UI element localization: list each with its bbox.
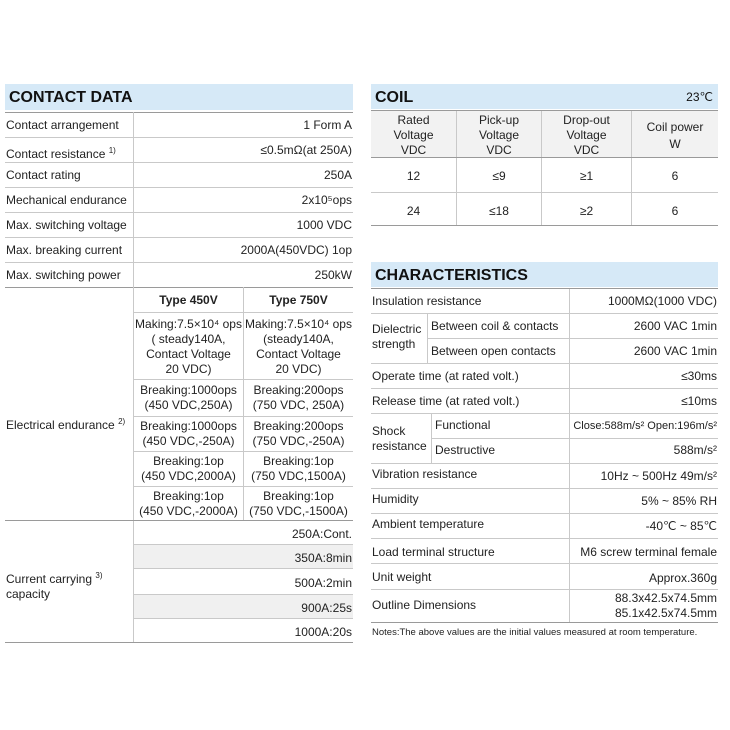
breaking-450v-250a: Breaking:1000ops (450 VDC,250A) bbox=[140, 383, 237, 412]
char-value-humidity: 5% ~ 85% RH bbox=[641, 494, 717, 508]
breaking-450v-2000a: Breaking:1op (450 VDC,2000A) bbox=[141, 454, 236, 483]
char-label-unit-weight: Unit weight bbox=[372, 570, 432, 584]
row-value-max-breaking-current: 2000A(450VDC) 1op bbox=[240, 243, 352, 257]
row-value-contact-arrangement: 1 Form A bbox=[303, 118, 352, 132]
row-label-max-switching-power: Max. switching power bbox=[6, 268, 121, 282]
breaking-450v-neg2000a: Breaking:1op (450 VDC,-2000A) bbox=[139, 489, 238, 518]
breaking-750v-neg1500a: Breaking:1op (750 VDC,-1500A) bbox=[249, 489, 348, 518]
making-450v: Making:7.5×10⁴ ops ( steady140A, Contact Voltage 20 VDC) bbox=[135, 317, 242, 376]
current-value-2: 350A:8min bbox=[294, 551, 352, 565]
col-type-750v: Type 750V bbox=[269, 293, 328, 307]
coil-header bbox=[371, 84, 718, 109]
coil-row2-rated: 24 bbox=[406, 204, 421, 218]
char-value-destructive: 588m/s² bbox=[673, 443, 717, 457]
row-value-mechanical-endurance: 2x10⁵ops bbox=[301, 193, 352, 207]
breaking-750v-250a: Breaking:200ops (750 VDC, 250A) bbox=[252, 383, 345, 412]
coil-header-pickup: Pick-up Voltage VDC bbox=[478, 113, 520, 157]
contact-data-title: CONTACT DATA bbox=[9, 89, 133, 106]
coil-row1-rated: 12 bbox=[406, 169, 421, 183]
char-label-dielectric: Dielectric strength bbox=[372, 322, 422, 351]
coil-title: COIL bbox=[375, 89, 414, 106]
char-label-load-terminal: Load terminal structure bbox=[372, 545, 495, 559]
current-value-1: 250A:Cont. bbox=[291, 527, 352, 541]
char-label-operate: Operate time (at rated volt.) bbox=[372, 369, 519, 383]
coil-header-rated: Rated Voltage VDC bbox=[393, 113, 434, 157]
contact-data-header bbox=[5, 84, 353, 110]
coil-row2-power: 6 bbox=[671, 204, 679, 218]
char-label-humidity: Humidity bbox=[372, 492, 419, 506]
coil-row1-power: 6 bbox=[671, 169, 679, 183]
char-label-vibration: Vibration resistance bbox=[372, 467, 478, 481]
coil-header-dropout: Drop-out Voltage VDC bbox=[563, 113, 610, 157]
char-sub-open-contacts: Between open contacts bbox=[431, 344, 556, 358]
coil-row1-dropout: ≥1 bbox=[579, 169, 594, 183]
row-value-contact-rating: 250A bbox=[323, 168, 352, 182]
current-value-3: 500A:2min bbox=[294, 576, 352, 590]
char-value-release: ≤10ms bbox=[681, 394, 717, 408]
char-value-outline: 88.3x42.5x74.5mm 85.1x42.5x74.5mm bbox=[614, 591, 717, 620]
breaking-450v-neg250a: Breaking:1000ops (450 VDC,-250A) bbox=[140, 419, 237, 448]
char-value-unit-weight: Approx.360g bbox=[648, 571, 717, 585]
row-label-contact-resistance: Contact resistance $^{1)}$ bbox=[6, 146, 116, 161]
coil-row2-pickup: ≤18 bbox=[489, 204, 509, 218]
current-value-5: 1000A:20s bbox=[294, 625, 352, 639]
breaking-750v-neg250a: Breaking:200ops (750 VDC,-250A) bbox=[252, 419, 345, 448]
coil-row1-pickup: ≤9 bbox=[492, 169, 506, 183]
current-value-4: 900A:25s bbox=[301, 601, 352, 615]
char-label-outline: Outline Dimensions bbox=[372, 598, 477, 612]
row-label-mechanical-endurance: Mechanical endurance bbox=[6, 193, 127, 207]
row-label-contact-rating: Contact rating bbox=[6, 168, 81, 182]
char-notes: Notes:The above values are the initial values measured at room temperature. bbox=[372, 627, 698, 638]
row-value-contact-resistance: ≤0.5mΩ(at 250A) bbox=[260, 143, 352, 157]
char-label-ambient: Ambient temperature bbox=[372, 517, 485, 531]
char-sub-coil-contacts: Between coil & contacts bbox=[431, 319, 559, 333]
char-value-open-contacts: 2600 VAC 1min bbox=[633, 344, 717, 358]
char-value-vibration: 10Hz ~ 500Hz 49m/s² bbox=[600, 469, 717, 483]
characteristics-header bbox=[371, 262, 718, 287]
coil-temperature: 23℃ bbox=[686, 90, 713, 104]
char-label-shock: Shock resistance bbox=[372, 424, 427, 453]
breaking-750v-1500a: Breaking:1op (750 VDC,1500A) bbox=[251, 454, 346, 483]
making-750v: Making:7.5×10⁴ ops (steady140A, Contact Voltage 20 VDC) bbox=[245, 317, 352, 376]
char-value-coil-contacts: 2600 VAC 1min bbox=[633, 319, 717, 333]
char-value-insulation: 1000MΩ(1000 VDC) bbox=[607, 294, 717, 308]
char-sub-functional: Functional bbox=[435, 418, 491, 432]
char-sub-destructive: Destructive bbox=[435, 443, 496, 457]
characteristics-title: CHARACTERISTICS bbox=[375, 267, 528, 284]
char-value-operate: ≤30ms bbox=[681, 369, 717, 383]
current-carrying-label: Current carrying $^{3)}$ capacity bbox=[6, 571, 103, 601]
row-label-max-breaking-current: Max. breaking current bbox=[6, 243, 123, 257]
electrical-endurance-label: Electrical endurance $^{2)}$ bbox=[6, 417, 126, 432]
char-label-release: Release time (at rated volt.) bbox=[372, 394, 520, 408]
coil-row2-dropout: ≥2 bbox=[579, 204, 594, 218]
col-type-450v: Type 450V bbox=[159, 293, 218, 307]
char-label-insulation: Insulation resistance bbox=[372, 294, 482, 308]
row-label-max-switching-voltage: Max. switching voltage bbox=[6, 218, 127, 232]
row-label-contact-arrangement: Contact arrangement bbox=[6, 118, 119, 132]
char-value-load-terminal: M6 screw terminal female bbox=[580, 545, 717, 559]
char-value-ambient: -40℃ ~ 85℃ bbox=[645, 519, 717, 533]
row-value-max-switching-power: 250kW bbox=[314, 268, 352, 282]
row-value-max-switching-voltage: 1000 VDC bbox=[296, 218, 352, 232]
coil-header-power: Coil power W bbox=[646, 120, 704, 151]
char-value-functional: Close:588m/s² Open:196m/s² bbox=[573, 420, 717, 432]
